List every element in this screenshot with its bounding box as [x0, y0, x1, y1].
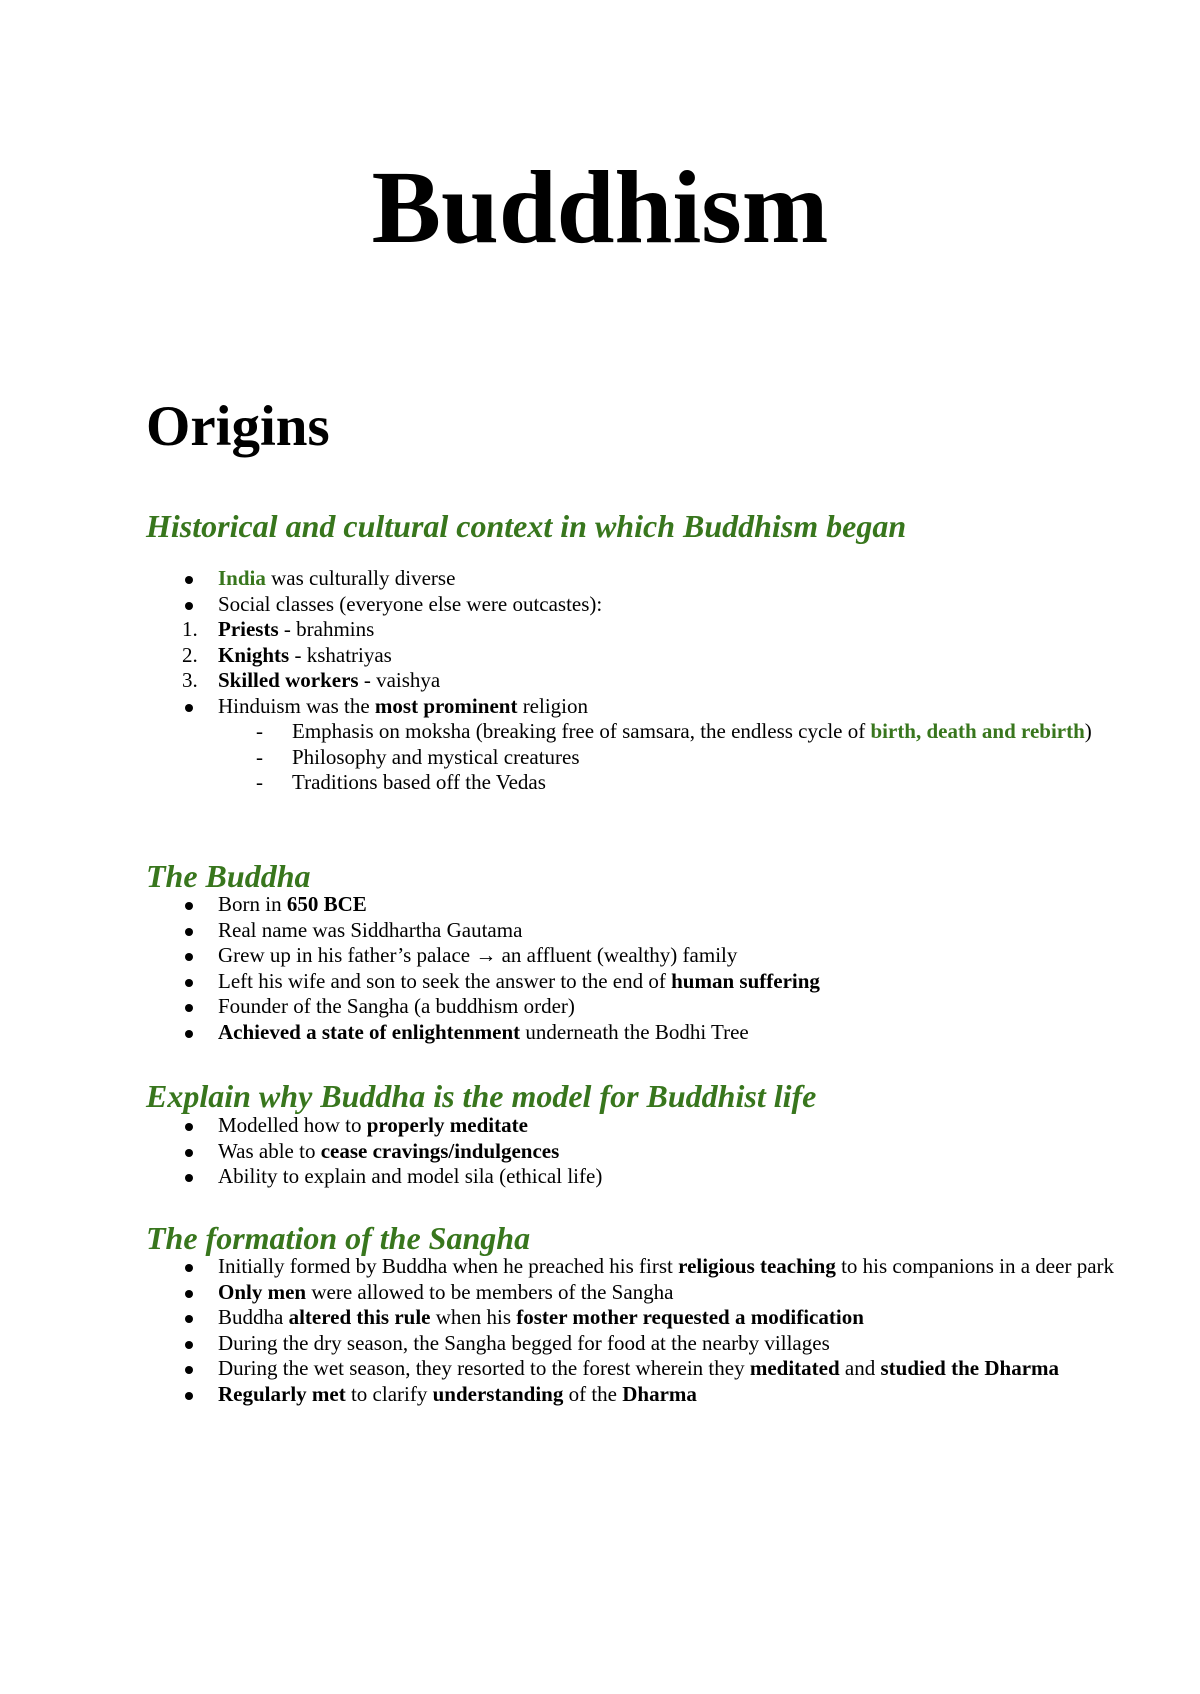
item-text: when his [430, 1305, 517, 1329]
highlighted-text: birth, death and rebirth [870, 719, 1085, 743]
bold-text: Achieved a state of enlightenment [218, 1019, 521, 1044]
list-item [182, 918, 820, 944]
item-text: - brahmins [278, 617, 375, 641]
document-title: Buddhism [371, 150, 829, 265]
item-text: During the wet season, they resorted to the forest wherein they [218, 1356, 750, 1380]
list-item [182, 617, 1092, 643]
section-heading-origins: Origins [146, 395, 330, 458]
buddha-model-list [182, 1113, 602, 1190]
dash-marker: - [256, 719, 263, 743]
item-text: to clarify [345, 1381, 433, 1406]
list-item [182, 892, 820, 918]
list-item [182, 566, 1092, 592]
list-item [182, 943, 820, 969]
item-text: - kshatriyas [289, 642, 392, 667]
item-text: During the dry season, the Sangha begged for food at the nearby villages [218, 1330, 830, 1355]
bold-text: altered this rule [288, 1305, 431, 1329]
list-item [182, 668, 1092, 694]
list-item [182, 770, 1092, 796]
bold-text: understanding [432, 1381, 564, 1406]
subheading-the-buddha: The Buddha [146, 858, 311, 894]
item-text: was culturally diverse [265, 566, 456, 590]
number-marker: 2. [182, 642, 198, 667]
list-item [182, 1113, 602, 1139]
bold-text: 650 BCE [286, 892, 367, 916]
list-item [182, 719, 1092, 745]
bold-text: foster mother requested a modification [516, 1305, 864, 1329]
historical-context-list [182, 566, 1092, 796]
highlighted-text: India [218, 566, 266, 590]
item-text: underneath the Bodhi Tree [520, 1019, 749, 1044]
bold-text: religious teaching [678, 1254, 836, 1278]
item-text: of the [563, 1381, 623, 1406]
dash-marker: - [256, 770, 263, 794]
subheading-historical-context: Historical and cultural context in which Buddhism began [146, 508, 907, 544]
list-item [182, 1139, 602, 1165]
list-item [182, 1356, 1114, 1382]
bold-text: Priests [218, 617, 279, 641]
item-text: and [839, 1356, 881, 1380]
item-text: Founder of the Sangha (a buddhism order) [218, 994, 575, 1018]
item-text: Emphasis on moksha (breaking free of samsara, the endless cycle of [292, 719, 871, 743]
list-item [182, 994, 820, 1020]
list-item [182, 1020, 820, 1046]
bold-text: Dharma [622, 1381, 697, 1406]
bold-text: Skilled workers [218, 668, 359, 692]
bold-text: cease cravings/indulgences [320, 1138, 560, 1163]
list-item [182, 1305, 1114, 1331]
list-item [182, 1382, 1114, 1408]
item-text: Initially formed by Buddha when he preached his first [218, 1254, 679, 1278]
item-text: Left his wife and son to seek the answer to the end of [218, 968, 672, 993]
list-item [182, 643, 1092, 669]
bold-text: properly meditate [366, 1113, 528, 1137]
item-text: - vaishya [358, 668, 441, 692]
list-item [182, 1331, 1114, 1357]
list-item [182, 1164, 602, 1190]
item-text: Buddha [218, 1305, 289, 1329]
list-item [182, 1254, 1114, 1280]
bold-text: Only men [218, 1279, 307, 1304]
item-text: to his companions in a deer park [835, 1254, 1115, 1278]
item-text: Hinduism was the [218, 693, 375, 718]
item-text: were allowed to be members of the Sangha [306, 1279, 674, 1304]
item-text: religion [517, 693, 589, 718]
list-item [182, 694, 1092, 720]
item-text: Traditions based off the Vedas [292, 770, 546, 794]
item-text: Philosophy and mystical creatures [292, 744, 580, 769]
bold-text: Regularly met [218, 1381, 346, 1406]
item-text: Was able to [218, 1138, 321, 1163]
sangha-formation-list [182, 1254, 1114, 1407]
subheading-buddha-model: Explain why Buddha is the model for Buddhist life [146, 1078, 817, 1114]
item-text: Ability to explain and model sila (ethical life) [218, 1164, 603, 1188]
list-item [182, 745, 1092, 771]
number-marker: 1. [182, 617, 198, 641]
bold-text: Knights [218, 642, 290, 667]
list-item [182, 592, 1092, 618]
item-text: Modelled how to [218, 1113, 367, 1137]
the-buddha-list [182, 892, 820, 1045]
number-marker: 3. [182, 668, 198, 692]
item-text: Real name was Siddhartha Gautama [218, 917, 523, 942]
list-item [182, 969, 820, 995]
dash-marker: - [256, 744, 263, 769]
item-text: Social classes (everyone else were outcastes): [218, 591, 603, 616]
subheading-sangha-formation: The formation of the Sangha [146, 1220, 531, 1256]
bold-text: meditated [749, 1356, 840, 1380]
item-text: ) [1084, 719, 1092, 743]
list-item [182, 1280, 1114, 1306]
bold-text: human suffering [671, 968, 820, 993]
item-text: Grew up in his father’s palace → an affluent (wealthy) family [218, 943, 738, 967]
item-text: Born in [218, 892, 287, 916]
bold-text: studied the Dharma [880, 1356, 1060, 1380]
bold-text: most prominent [374, 693, 518, 718]
